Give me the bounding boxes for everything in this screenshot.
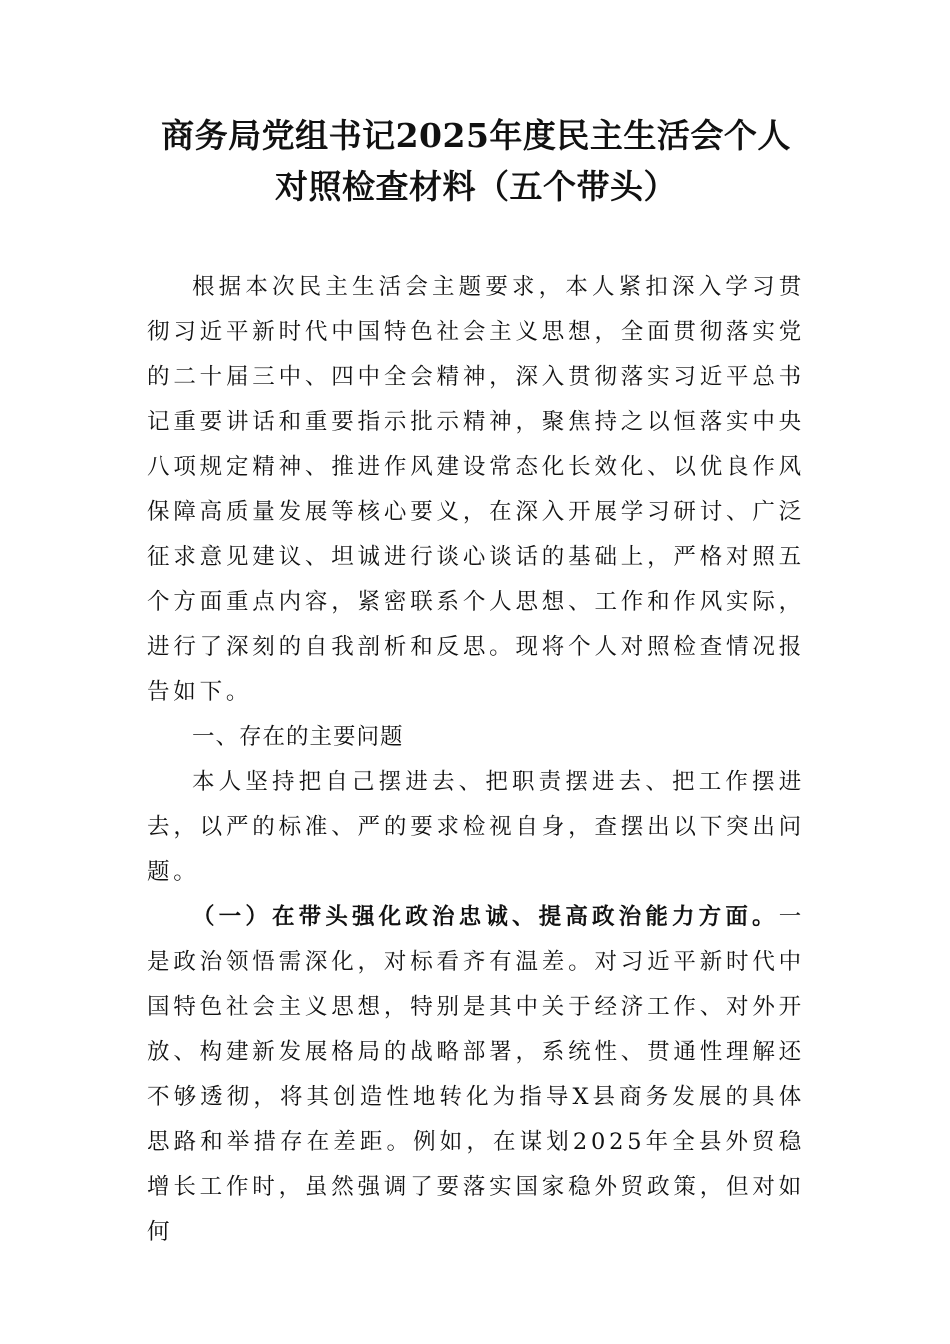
document-title: [147, 110, 805, 212]
title-line-1: 商务局党组书记2025年度民主生活会个人: [161, 116, 791, 155]
section-heading-problems: 一、存在的主要问题: [192, 724, 404, 750]
item-1-paragraph: [147, 895, 805, 1255]
document-body: [147, 265, 805, 1255]
document-page: [147, 110, 805, 1255]
title-line-2: 对照检查材料（五个带头）: [275, 167, 677, 206]
section-intro-paragraph: 本人坚持把自己摆进去、把职责摆进去、把工作摆进去，以严的标准、严的要求检视自身，查摆出以下突出问题。: [147, 769, 805, 885]
item-1-text: 一是政治领悟需深化，对标看齐有温差。对习近平新时代中国特色社会主义思想，特别是其中关于经济工作、对外开放、构建新发展格局的战略部署，系统性、贯通性理解还不够透彻，将其创造性地转化为指导X县商务发展的具体思路和举措存在差距。例如，在谋划2025年全县外贸稳增长工作时，虽然强调了要落实国家稳外贸政策，但对如何: [147, 904, 805, 1245]
item-1-heading: （一）在带头强化政治忠诚、提高政治能力方面。: [192, 904, 779, 930]
intro-paragraph: 根据本次民主生活会主题要求，本人紧扣深入学习贯彻习近平新时代中国特色社会主义思想，全面贯彻落实党的二十届三中、四中全会精神，深入贯彻落实习近平总书记重要讲话和重要指示批示精神，聚焦持之以恒落实中央八项规定精神、推进作风建设常态化长效化、以优良作风保障高质量发展等核心要义，在深入开展学习研讨、广泛征求意见建议、坦诚进行谈心谈话的基础上，严格对照五个方面重点内容，紧密联系个人思想、工作和作风实际，进行了深刻的自我剖析和反思。现将个人对照检查情况报告如下。: [147, 274, 805, 705]
